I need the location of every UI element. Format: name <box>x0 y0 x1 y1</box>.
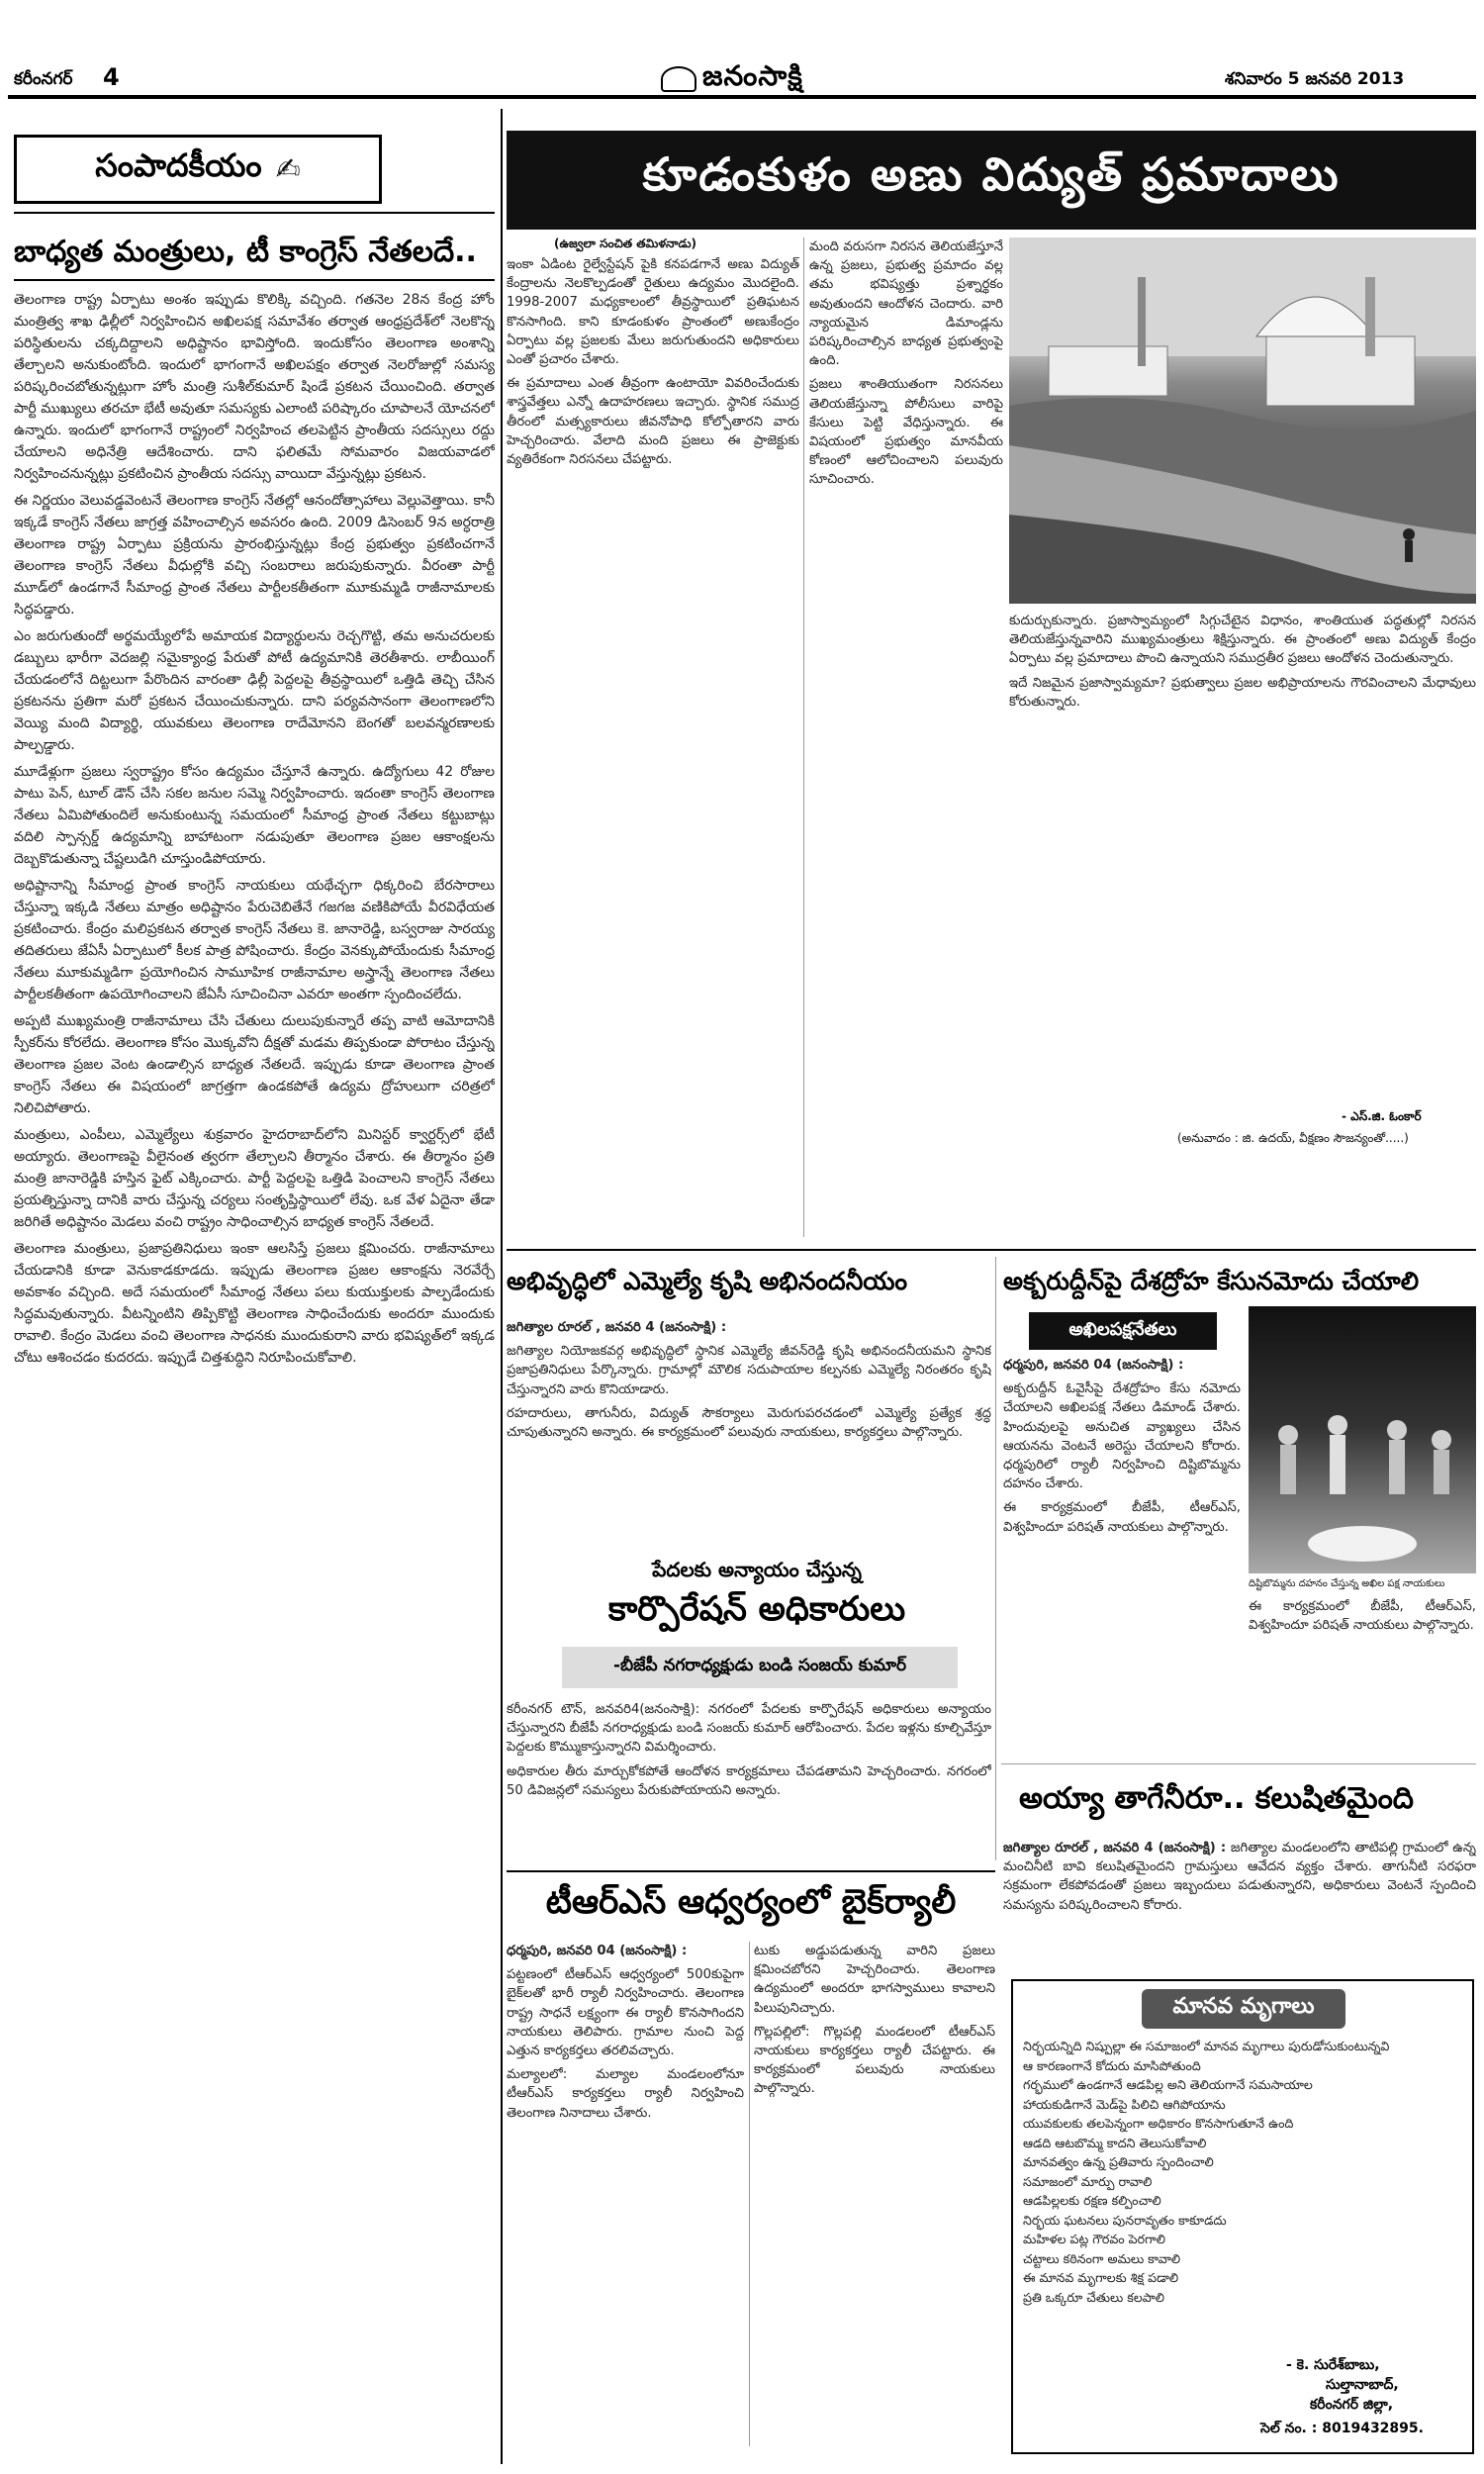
lead-photo <box>1009 238 1476 604</box>
water-paragraph: జగిత్యాల మండలంలోని తాటిపల్లి గ్రామంలో ఉన్న మంచినీటి బావి కలుషితమైందని గ్రామస్తులు ఆవేదన వ్యక్తం చేశారు. తాగునీటి సరఫరా సక్రమంగా లేకపోవడంతో ప్రజలు ఇబ్బందులు పడుతున్నారని, అధికారులు వెంటనే స్పందించి సమస్యను పరిష్కరించాలని కోరారు. <box>1003 1841 1476 1913</box>
lead-col-1 <box>507 255 799 1245</box>
poem-line: నిర్భయన్నిది నిష్పుల్లా ఈ సమాజంలో మానవ మృగాలు పురుడోసుకుంటున్నవి <box>1023 2039 1390 2053</box>
edition-name: కరీంనగర్ <box>14 69 73 89</box>
poem-phone: 8019432895. <box>1322 2421 1424 2436</box>
water-body <box>1003 1839 1476 1967</box>
poem-line: మహిళల పట్ల గౌరవం పెరగాలి <box>1023 2232 1165 2246</box>
corp-paragraph: అధికారుల తీరు మార్చుకోకపోతే ఆందోళన కార్యక్రమాలు చేపడతామని హెచ్చరించారు. నగరంలో 50 డివిజన్లలో సమస్యలు పేరుకుపోయాయని అన్నారు. <box>507 1763 991 1798</box>
akbar-kicker-box <box>1029 1312 1217 1350</box>
issue-date: శనివారం 5 జనవరి 2013 <box>1225 69 1405 89</box>
trs-divider <box>749 1942 750 2446</box>
mla-body <box>507 1318 991 1548</box>
masthead <box>0 0 1484 99</box>
logo <box>661 59 803 99</box>
editorial-body <box>14 289 495 2446</box>
corp-headline: కార్పొరేషన్‌ అధికారులు <box>607 1589 906 1629</box>
protest-crowd-image <box>1249 1306 1476 1573</box>
mla-divider <box>995 1257 996 1860</box>
akbar-paragraph: ఈ కార్యక్రమంలో బీజేపీ, టీఆర్‌ఎస్‌, విశ్వహిందూ పరిషత్‌ నాయకులు పాల్గొన్నారు. <box>1003 1500 1241 1535</box>
mla-dateline: జగిత్యాల రూరల్‌ , జనవరి 4 (జనంసాక్షి) : <box>507 1320 727 1335</box>
poem-author: - కె. సురేశ్‌బాబు, <box>1286 2357 1380 2373</box>
editorial-rule <box>14 212 495 214</box>
poem-line: చట్టాలు కఠినంగా అమలు కావాలి <box>1023 2250 1181 2266</box>
lead-note: (అనువాదం : జి. ఉదయ్‌, వీక్షణం సౌజన్యంతో.....) <box>1177 1131 1409 1145</box>
poem-line: ఆ కారణంగానే కోదురు మాసిపోతుంది <box>1023 2057 1201 2073</box>
poem-line: నిర్భయ ఘటనలు పునరావృతం కాకూడదు <box>1023 2212 1227 2228</box>
masthead-rule <box>8 95 1476 99</box>
section-rule <box>507 1249 1476 1251</box>
editorial-paragraph: ఈ నిర్ణయం వెలువడ్డవెంటనే తెలంగాణ కాంగ్రెస్‌ నేతల్లో ఆనందోత్సాహాలు వెల్లువెత్తాయి. కానీ ఇక్కడే కాంగ్రెస్‌ నేతలు జాగ్రత్త వహించాల్సిన అవసరం ఉంది. 2009 డిసెంబర్‌ 9న అర్ధరాత్రి తెలంగాణ రాష్ట్ర ఏర్పాటు ప్రక్రియను ప్రారంభిస్తున్నట్లు కేంద్ర ప్రభుత్వం ప్రకటించగానే తెలంగాణ కాంగ్రెస్‌ నేతలు వీధుల్లోకి వచ్చి సంబరాలు జరుపుకున్నారు. వీరంతా పార్టీ మూడ్‌లో ఉండగానే సీమాంధ్ర ప్రాంత నేతలు పార్టీలకతీతంగా మూకుమ్మడి రాజీనామాలకు సిద్ధపడ్డారు. <box>14 493 495 618</box>
mla-headline: అభివృద్ధిలో ఎమ్మెల్యే కృషి అభినందనీయం <box>507 1267 908 1295</box>
logo-text: జనంసాక్షి <box>702 59 803 92</box>
lead-paragraph: ప్రజలు శాంతియుతంగా నిరసనలు తెలియజేస్తున్నా పోలీసులు వారిపై కేసులు పెట్టి వేధిస్తున్నారు. ఈ విషయంలో ప్రభుత్వం మానవీయ కోణంలో ఆలోచించాలని పలువురు సూచించారు. <box>809 377 1003 488</box>
poem-phone-row <box>1260 2421 1424 2439</box>
poem-line: ప్రతి ఒక్కరూ చేతులు కలపాలి <box>1023 2289 1164 2305</box>
akbar-body <box>1003 1356 1241 1752</box>
effigy-photo <box>1249 1306 1476 1573</box>
corp-deck: -బీజేపీ నగరాధ్యక్షుడు బండి సంజయ్‌ కుమార్‌ <box>612 1656 907 1675</box>
corp-paragraph: కరీంనగర్‌ టౌన్‌, జనవరి4(జనంసాక్షి): నగరంలో పేదలకు కార్పొరేషన్‌ అధికారులు అన్యాయం చేస్తున్నారని బీజేపీ నగరాధ్యక్షుడు బండి సంజయ్‌ కుమార్‌ ఆరోపించారు. పేదల ఇళ్లను కూల్చివేస్తూ పెద్దలకు కొమ్ముకాస్తున్నారని విమర్శించారు. <box>507 1702 991 1756</box>
poem-line: ఆడపిల్లలకు రక్షణ కల్పించాలి <box>1023 2193 1161 2208</box>
editorial-label <box>14 135 382 204</box>
lead-credit: - ఎస్‌.జి. ఓంకార్‌ <box>1342 1109 1422 1123</box>
trs-col-1 <box>507 1942 744 2456</box>
trs-col-2 <box>754 1942 995 2456</box>
poem-lines <box>1023 2037 1464 2324</box>
nuclear-plant-image <box>1009 238 1476 604</box>
editorial-paragraph: మూడేళ్లుగా ప్రజలు స్వరాష్ట్రం కోసం ఉద్యమం చేస్తూనే ఉన్నారు. ఉద్యోగులు 42 రోజుల పాటు పెన్‌, టూల్‌ డౌన్‌ చేసి సకల జనుల సమ్మె నిర్వహించారు. ఇదంతా కాంగ్రెస్‌ తెలంగాణ నేతలు ఏమిపోతుందిలే అనుకుంటున్న సమయంలో సీమాంధ్ర ప్రాంత నేతలు కట్టుబాట్లు వదిలి స్పాన్సర్డ్‌ ఉద్యమాన్ని బాహాటంగా నడుపుతూ తెలంగాణ ప్రజల ఆకాంక్షలను దెబ్బకొడుతున్నా చేష్టలుడిగి చూస్తుండిపోయారు. <box>14 764 495 867</box>
poem-district: కరీంనగర్‌ జిల్లా, <box>1310 2397 1394 2413</box>
lead-paragraph: ఇంకా ఏడింట రైల్వేస్టేషన్‌ పైకి కనపడగానే అణు విద్యుత్‌ కేంద్రాలను నెలకొల్పడంతో రైతులు ఉద్యమం మొదలైంది. 1998-2007 మధ్యకాలంలో తీవ్రస్థాయిలో ప్రతిఘటన కొనసాగింది. కాని కూడంకుళం ప్రాంతంలో అణుకేంద్రం ఏర్పాటు వల్ల ప్రజలకు మేలు జరుగుతుందని అధికారులు ఎంతో ప్రచారం చేశారు. <box>507 257 799 368</box>
lead-headline: కూడంకుళం అణు విద్యుత్‌ ప్రమాదాలు <box>642 147 1341 201</box>
akbar-kicker: అఖిలపక్షనేతలు <box>1068 1318 1177 1340</box>
water-dateline: జగిత్యాల రూరల్‌ , జనవరి 4 (జనంసాక్షి) : <box>1003 1841 1227 1856</box>
effigy-caption: దిష్టిబొమ్మను దహనం చేస్తున్న అఖిల పక్ష నాయకులు <box>1249 1578 1445 1589</box>
lead-paragraph: మంది వరుసగా నిరసన తెలియజేస్తూనే ఉన్న ప్రజలు, ప్రభుత్వ ప్రమాదం వల్ల తమ భవిష్యత్తు ప్రశ్నార్థకం అవుతుందని ఆందోళన చెందారు. వారి న్యాయమైన డిమాండ్లను పరిష్కరించాల్సిన బాధ్యత ప్రభుత్వంపై ఉంది. <box>809 239 1003 369</box>
trs-dateline: ధర్మపురి, జనవరి 04 (జనంసాక్షి) : <box>507 1944 688 1958</box>
logo-icon <box>661 66 696 92</box>
pen-icon: ✍ <box>275 151 301 187</box>
poem-box <box>1011 1979 1474 2454</box>
lead-paragraph: ఈ ప్రమాదాలు ఎంత తీవ్రంగా ఉంటాయో వివరించేందుకు శాస్త్రవేత్తలు ఎన్నో ఉదాహరణలు ఇచ్చారు. స్థానిక సముద్ర తీరంలో మత్స్యకారులు జీవనోపాధి కోల్పోతారని వారు హెచ్చరించారు. వేలాది మంది ప్రజలు ఈ ప్రాజెక్టుకు వ్యతిరేకంగా నిరసనలు చేపట్టారు. <box>507 376 799 468</box>
poem-line: గర్భములో ఉండగానే ఆడపిల్ల అని తెలియగానే సమసాయాల <box>1023 2077 1313 2092</box>
editorial-headline: బాధ్యత మంత్రులు, టీ కాంగ్రెస్‌ నేతలదే.. <box>14 235 477 269</box>
editorial-paragraph: తెలంగాణ రాష్ట్ర ఏర్పాటు అంశం ఇప్పుడు కొలిక్కి వచ్చింది. గతనెల 28న కేంద్ర హోం మంత్రిత్వ శాఖ ఢిల్లీలో నిర్వహించిన అఖిలపక్ష సమావేశం తర్వాత ఆంధ్రప్రదేశ్‌లో నెలకొన్న పరిస్థితులను చక్కదిద్దాలని అధిష్టానం భావిస్తోంది. ఇందుకోసం తెలంగాణ అంశాన్ని తేల్చాలని అనుకుంటోంది. ఇందులో భాగంగానే అఖిలపక్షం తర్వాత నెలరోజుల్లో సమస్య పరిష్కరించబోతున్నట్లుగా హోం మంత్రి సుశీల్‌కుమార్‌ షిండే ప్రకటన చేయించింది. తర్వాత పార్టీ ముఖ్యులు తరచూ భేటీ అవుతూ సమస్యకు ఎలాంటి పరిష్కారం చూపాలనే యోచనలో ఉన్నారు. ఇందులో భాగంగానే రాష్ట్రంలో నిర్వహించ తలపెట్టిన ప్రాంతీయ సదస్సులు రద్దు చేయాలని అధినేత్రి ఆదేశించారు. దాని ఫలితమే సోమవారం విజయవాడలో నిర్వహించనున్నట్లు ప్రకటించిన ప్రాంతీయ సదస్సు వాయిదా వేస్తున్నట్లు ప్రకటన. <box>14 292 495 482</box>
editorial-label-text: సంపాదకీయం <box>95 146 262 184</box>
akbar-paragraph: అక్బరుద్దీన్‌ ఓవైసీపై దేశద్రోహం కేసు నమోదు చేయాలని అఖిలపక్ష నేతలు డిమాండ్‌ చేశారు. హిందువులపై అనుచిత వ్యాఖ్యలు చేసిన ఆయనను వెంటనే అరెస్టు చేయాలని కోరారు. ధర్మపురిలో ర్యాలీ నిర్వహించి దిష్టిబొమ్మను దహనం చేశారు. <box>1003 1381 1241 1492</box>
editorial-paragraph: ఎం జరుగుతుందో అర్థమయ్యేలోపే అమాయక విద్యార్థులను రెచ్చగొట్టి, తమ అనుచరులకు డబ్బులు భారీగా వెదజల్లి సమైక్యాంధ్ర పేరుతో పోటీ ఉద్యమానికి తెరతీశారు. లాబీయింగ్‌ చేయడంలోనే దిట్టలుగా పేరొందిన వారంతా ఢిల్లీ పెద్దలపై తీవ్రస్థాయిలో ఒత్తిడి తెచ్చి చేసిన ప్రకటనను ప్రతిగా మరో ప్రకటన చేయించుకున్నారు. దాని పర్యవసానంగా తెలంగాణలోని వెయ్యి మంది విద్యార్థి, యువకులు తెలంగాణ రాదేమోనని బెంగతో బలవన్మరణాలకు పాల్పడ్డారు. <box>14 628 495 753</box>
editorial-headline-rule <box>14 279 495 281</box>
poem-phone-label: సెల్‌ నం. : <box>1260 2421 1318 2436</box>
editorial-paragraph: అప్పటి ముఖ్యమంత్రి రాజీనామాలు చేసి చేతులు దులుపుకున్నారే తప్ప వాటి ఆమోదానికి స్పీకర్‌ను కోరలేదు. తెలంగాణ కోసం మొక్కవోని దీక్షతో మడమ తిప్పకుండా పోరాటం చేస్తున్న తెలంగాణ ప్రజల వెంట ఉండాల్సిన బాధ్యత నేతలదే. ఇప్పుడు కూడా తెలంగాణ ప్రాంత కాంగ్రెస్‌ నేతలు ఈ విషయంలో జాగ్రత్తగా ఉండకపోతే ఉద్యమ ద్రోహులుగా చరిత్రలో నిలిచిపోతారు. <box>14 1013 495 1116</box>
poem-title: మానవ మృగాలు <box>1172 1994 1315 2019</box>
lead-col-2 <box>809 238 1003 1237</box>
corp-deck-box <box>562 1647 958 1688</box>
trs-paragraph: గొల్లపల్లిలో: గొల్లపల్లి మండలంలో టీఆర్‌ఎస్‌ నాయకులు కార్యకర్తలు ర్యాలీ చేపట్టారు. ఈ కార్యక్రమంలో పలువురు నాయకులు పాల్గొన్నారు. <box>754 2024 995 2097</box>
mla-paragraph: రహదారులు, తాగునీరు, విద్యుత్‌ సౌకర్యాలు మెరుగుపరచడంలో ఎమ్మెల్యే ప్రత్యేక శ్రద్ధ చూపుతున్నారని అన్నారు. ఈ కార్యక్రమంలో పలువురు నాయకులు, కార్యకర్తలు పాల్గొన్నారు. <box>507 1405 991 1441</box>
lead-paragraph: ఇదే నిజమైన ప్రజాస్వామ్యమా? ప్రభుత్వాలు ప్రజల అభిప్రాయాలను గౌరవించాలని మేధావులు కోరుతున్నారు. <box>1009 675 1476 710</box>
editorial-paragraph: తెలంగాణ మంత్రులు, ప్రజాప్రతినిధులు ఇంకా ఆలసిస్తే ప్రజలు క్షమించరు. రాజీనామాలు చేయడానికి కూడా వెనుకాడకూడదు. ఇప్పుడు తెలంగాణ ప్రజల ఆకాంక్షను నెరవేర్చే అవకాశం వచ్చింది. అదే సమయంలో సీమాంధ్ర నేతలు పలు కుయుక్తులకు పాల్పడేందుకు సిద్ధమవుతున్నారు. వీటన్నింటిని తిప్పికొట్టి తెలంగాణ సాధించేందుకు అందరూ ముందుకు రావాలి. కేంద్రం మెడలు వంచి తెలంగాణ సాధనకు ముందుకురాని వారు భవిష్యత్‌లో ఇక్కడ చోటు ఆశించడం కుదరదు. ఇప్పుడే చిత్తశుద్ధిని నిరూపించుకోవాలి. <box>14 1241 495 1366</box>
poem-title-box <box>1142 1989 1345 2029</box>
column-divider <box>501 109 503 2464</box>
section-rule-2 <box>507 1870 995 1872</box>
poem-line: ఆడది ఆటబొమ్మ కాదని తెలుసుకోవాలి <box>1023 2135 1207 2150</box>
poem-line: మానవత్వం ఉన్న ప్రతివారు స్పందించాలి <box>1023 2154 1214 2169</box>
akbar-dateline: ధర్మపురి, జనవరి 04 (జనంసాక్షి) : <box>1003 1358 1184 1373</box>
poem-line: సమాజంలో మార్పు రావాలి <box>1023 2173 1153 2189</box>
akbar-bottom-rule <box>1001 1763 1476 1764</box>
page-number: 4 <box>103 63 120 91</box>
corp-kicker: పేదలకు అన్యాయం చేస్తున్న <box>652 1558 862 1581</box>
lead-headline-banner <box>507 131 1476 230</box>
trs-paragraph: మల్యాలలో: మల్యాల మండలంలోనూ టీఆర్‌ఎస్‌ కార్యకర్తలు ర్యాలీ నిర్వహించి తెలంగాణ నినాదాలు చేశారు. <box>507 2067 744 2121</box>
lead-divider-1 <box>803 238 804 1237</box>
trs-paragraph: పట్టణంలో టీఆర్‌ఎస్‌ ఆధ్వర్యంలో 500కుపైగా బైక్‌లతో భారీ ర్యాలీ నిర్వహించారు. తెలంగాణ రాష్ట్ర సాధనే లక్ష్యంగా ఈ ర్యాలీ కొనసాగిందని నాయకులు తెలిపారు. గ్రామాల నుంచి పెద్ద ఎత్తున కార్యకర్తలు తరలివచ్చారు. <box>507 1967 744 2059</box>
akbar-headline: అక్బరుద్దీన్‌పై దేశద్రోహ కేసునమోదు చేయాలి <box>1003 1267 1420 1295</box>
poem-place: సుల్తానాబాద్‌, <box>1326 2377 1399 2393</box>
poem-line: యువకులకు తలపెన్నంగా అధికారం కొనసాగుతూనే ఉంది <box>1023 2116 1294 2131</box>
water-headline: అయ్యా తాగేనీరూ.. కలుషితమైంది <box>1019 1781 1414 1816</box>
corp-body <box>507 1700 991 1858</box>
editorial-paragraph: అధిష్టానాన్ని సీమాంధ్ర ప్రాంత కాంగ్రెస్‌ నాయకులు యథేచ్ఛగా ధిక్కరించి బేరసారాలు చేస్తున్నా ఇక్కడి నేతలు మాత్రం అధిష్టానం పేరుచెబితేనే గజగజ వణికిపోయే వీరవిధేయత ప్రకటించారు. కేంద్రం మలిప్రకటన తర్వాత కాంగ్రెస్‌ నేతలు కె. జానారెడ్డి, బస్వరాజు సారయ్య తదితరులు జేఏసీ ఏర్పాటులో కీలక పాత్ర పోషించారు. కేంద్రం వెనక్కుపోయేందుకు సీమాంధ్ర నేతలు మూకుమ్మడిగా ప్రయోగించిన సామూహిక రాజీనామాల అస్త్రాన్నే తెలంగాణ నేతలు పార్టీలకతీతంగా ఉపయోగించాలని జేఏసీ సూచించినా ఎవరూ అంతగా స్పందించలేదు. <box>14 878 495 1002</box>
lead-byline: (ఉజ్వలా సంచిత తమిళనాడు) <box>554 237 697 250</box>
lead-paragraph: కుదుర్చుకున్నారు. ప్రజాస్వామ్యంలో సిగ్గుచేటైన విధానం, శాంతియుత పద్ధతుల్లో నిరసన తెలియజేస్తున్నవారిని ముఖ్యమంత్రులు శిక్షిస్తున్నారు. ఈ ప్రాంతంలో అణు విద్యుత్‌ కేంద్రం ఏర్పాటు వల్ల ప్రమాదాలు పొంచి ఉన్నాయని సముద్రతీర ప్రజలు ఆందోళన చెందుతున్నారు. <box>1009 614 1476 667</box>
poem-line: హాయకుడిగానే మెడ్‌పై పిలిచి ఆగిపోయాను <box>1023 2096 1226 2112</box>
editorial-paragraph: మంత్రులు, ఎంపీలు, ఎమ్మెల్యేలు శుక్రవారం హైదరాబాద్‌లోని మినిస్టర్‌ క్వార్టర్స్‌లో భేటీ అయ్యారు. తెలంగాణపై వీలైనంత త్వరగా తేల్చాలని తీర్మానం చేశారు. ఈ తీర్మానం ప్రతి మంత్రి జానారెడ్డికి హస్తిన ఫైట్‌ ఎక్కించారు. పార్టీ పెద్దలపై ఒత్తిడి పెంచాలని కాంగ్రెస్‌ నేతలు ప్రయత్నిస్తున్నా దానికి వారు చేస్తున్న చర్యలు సంతృప్తిస్థాయిలో లేవు. ఒక వేళ ఏదైనా తేడా జరిగితే అధిష్టానం మెడలు వంచి రాష్ట్రం సాధించాల్సిన బాధ్యత కాంగ్రెస్‌ నేతలదే. <box>14 1127 495 1230</box>
poem-line: ఈ మానవ మృగాలకు శిక్ష పడాలి <box>1023 2270 1179 2285</box>
trs-headline: టీఆర్‌ఎస్‌ ఆధ్వర్యంలో బైక్‌ర్యాలీ <box>545 1882 957 1922</box>
trs-paragraph: టుకు అడ్డుపడుతున్న వారిని ప్రజలు క్షమించబోరని హెచ్చరించారు. తెలంగాణ ఉద్యమంలో అందరూ భాగస్వాములు కావాలని పిలుపునిచ్చారు. <box>754 1944 995 2016</box>
mla-paragraph: జగిత్యాల నియోజకవర్గ అభివృద్ధిలో స్థానిక ఎమ్మెల్యే జీవన్‌రెడ్డి కృషి అభినందనీయమని స్థానిక ప్రజాప్రతినిధులు పేర్కొన్నారు. గ్రామాల్లో మౌలిక సదుపాయాల కల్పనకు ఎమ్మెల్యే నిరంతరం కృషి చేస్తున్నారని వారు కొనియాడారు. <box>507 1344 991 1397</box>
akbar-body-2 <box>1249 1597 1476 1746</box>
lead-col-3 <box>1009 612 1476 1087</box>
akbar-paragraph: ఈ కార్యక్రమంలో బీజేపీ, టీఆర్‌ఎస్‌, విశ్వహిందూ పరిషత్‌ నాయకులు పాల్గొన్నారు. <box>1249 1599 1476 1634</box>
